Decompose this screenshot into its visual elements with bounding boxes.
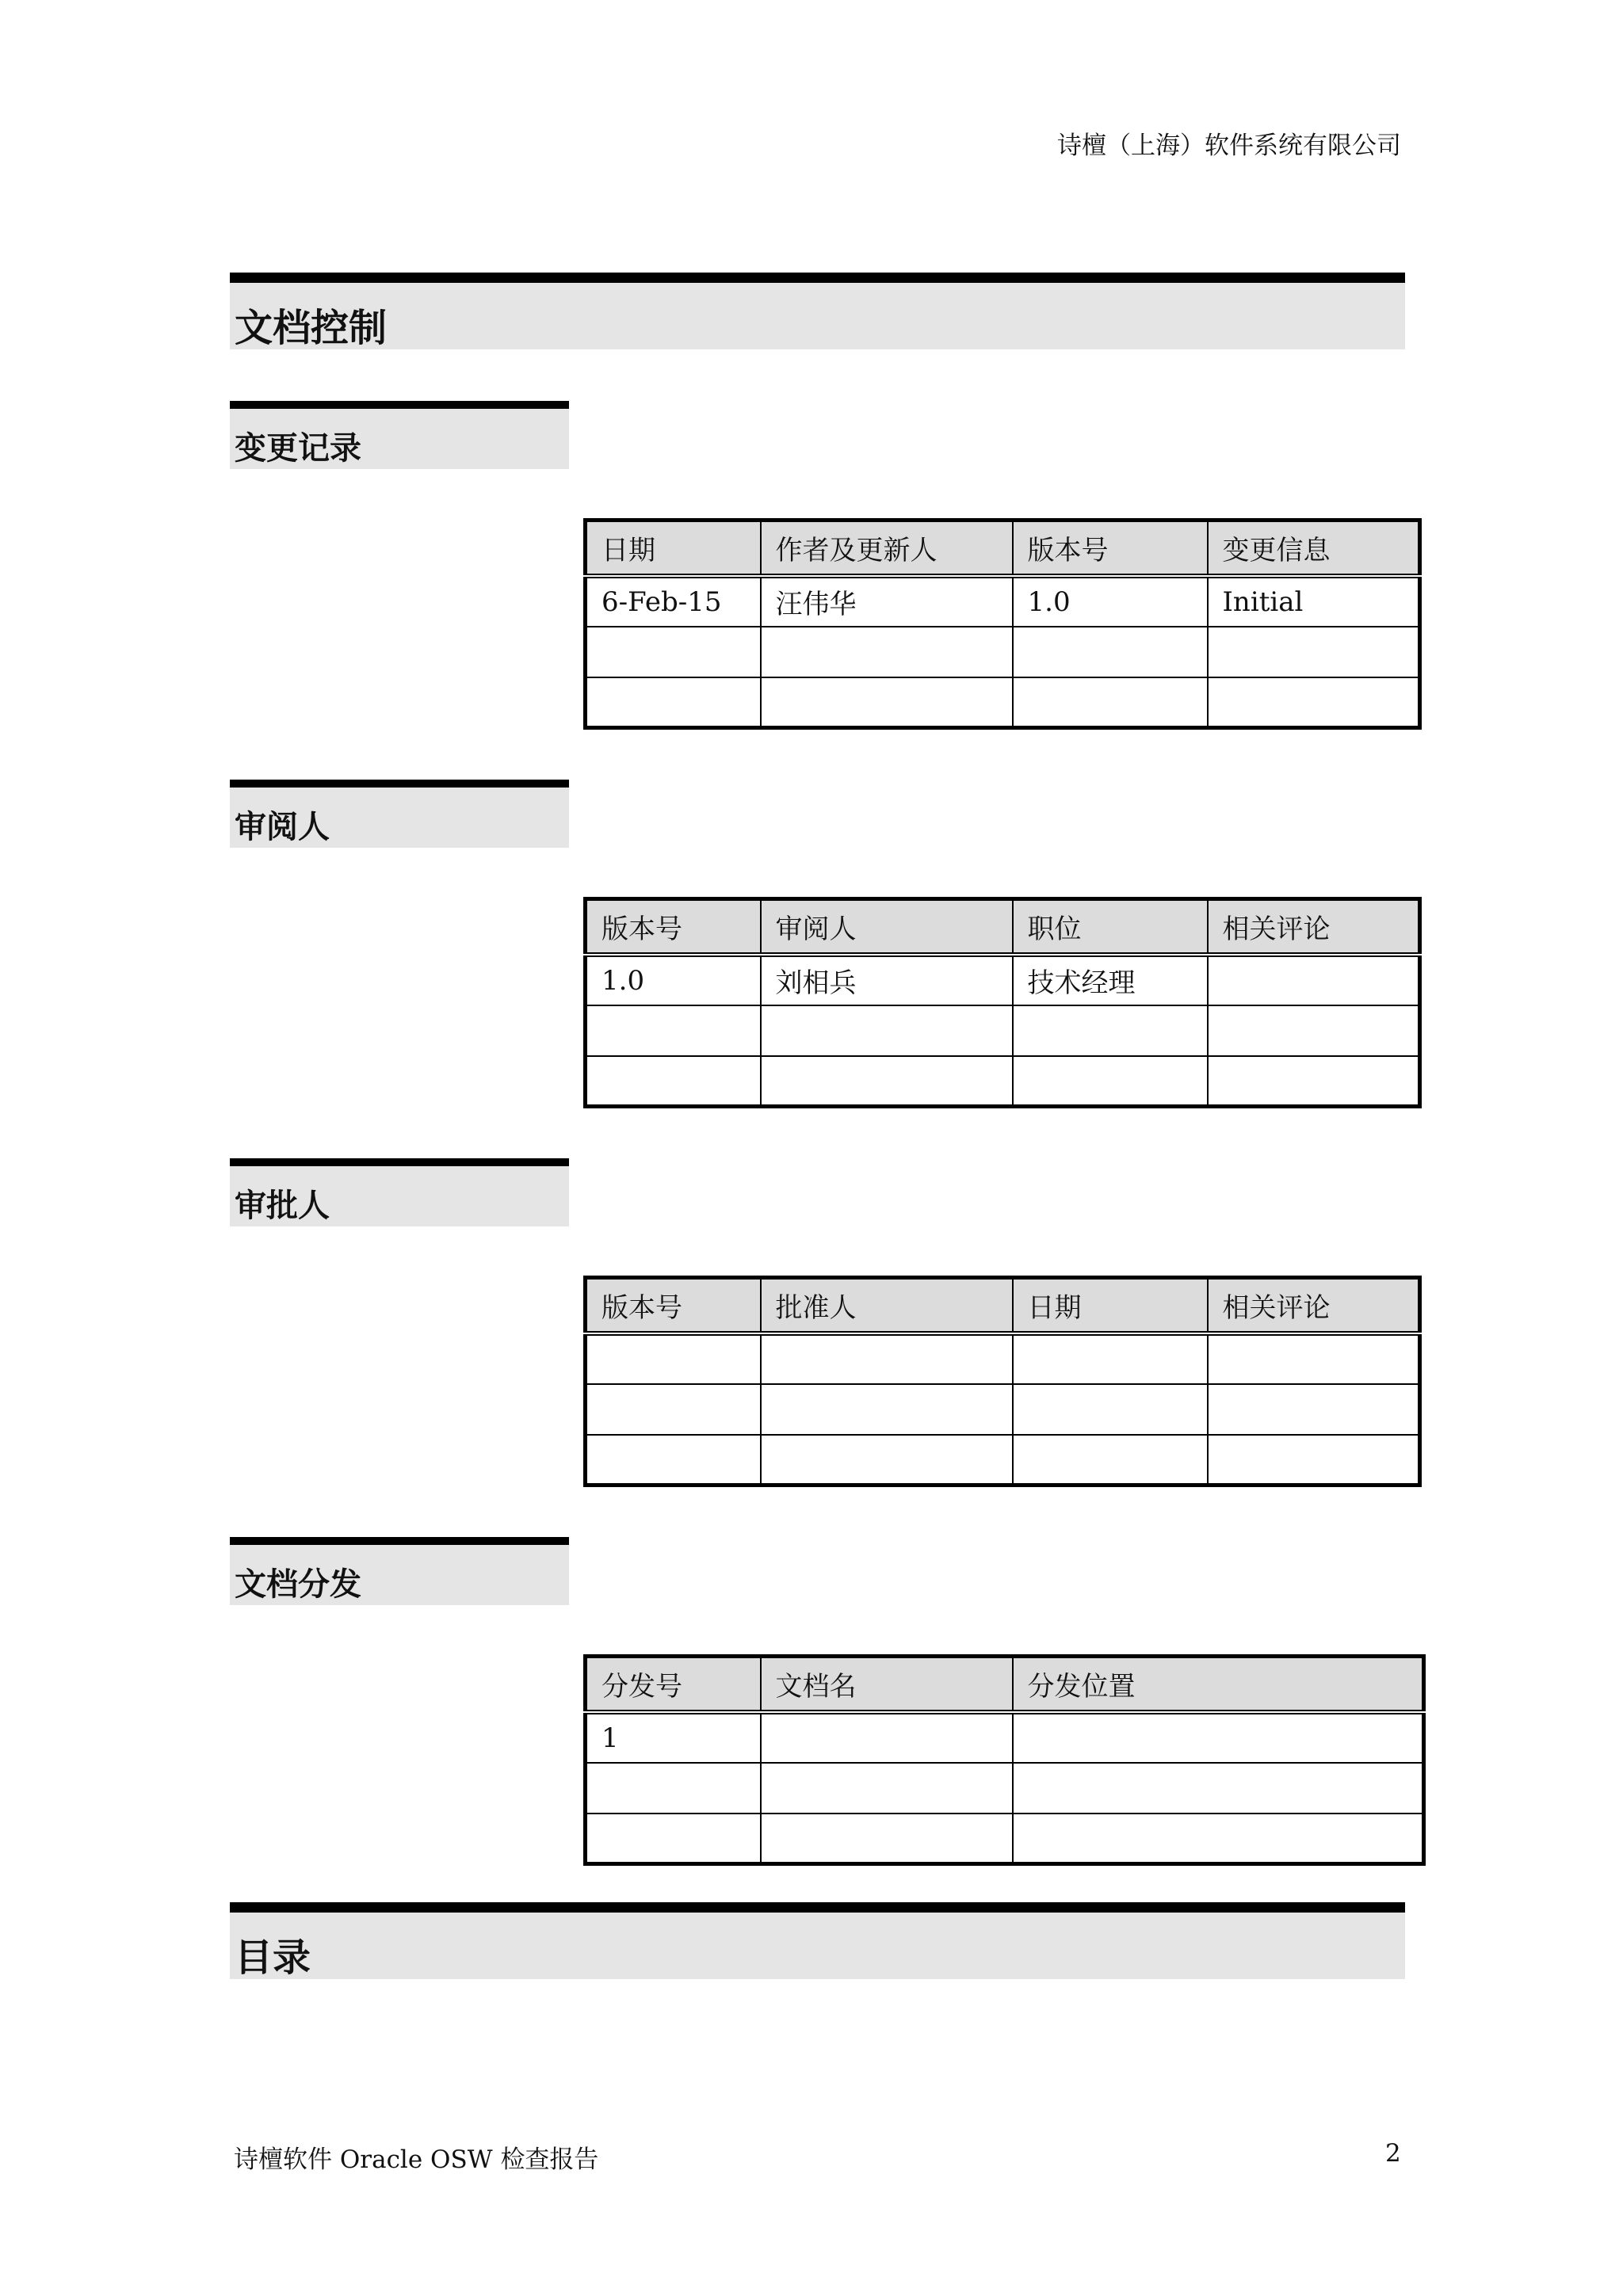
subsection-heading-reviewers (230, 780, 569, 848)
table-row (586, 1712, 1424, 1763)
table-cell (1208, 1435, 1420, 1486)
table-cell (586, 1005, 761, 1056)
column-header: 相关评论 (1208, 899, 1420, 955)
heading-text: 审阅人 (235, 809, 330, 845)
table-cell (586, 1384, 761, 1435)
table-cell (586, 1763, 761, 1814)
section-heading-toc (230, 1902, 1405, 1979)
table-cell (1013, 1814, 1424, 1864)
column-header: 日期 (1013, 1278, 1208, 1333)
table-row (586, 627, 1420, 677)
column-header: 日期 (586, 521, 761, 576)
column-header: 文档名 (761, 1657, 1013, 1712)
distribution-table (583, 1654, 1426, 1866)
table-cell (586, 1333, 761, 1384)
table-cell (761, 1384, 1013, 1435)
column-header: 分发位置 (1013, 1657, 1424, 1712)
table-cell: 汪伟华 (761, 576, 1013, 627)
table-cell (1208, 1005, 1420, 1056)
reviewers-table (583, 897, 1422, 1108)
table-header-row (586, 521, 1420, 576)
table-row (586, 1384, 1420, 1435)
table-cell (1208, 1056, 1420, 1107)
heading-text: 文档控制 (235, 306, 388, 350)
subsection-heading-distribution (230, 1537, 569, 1605)
column-header: 版本号 (1013, 521, 1208, 576)
table-cell (1208, 627, 1420, 677)
heading-text: 文档分发 (235, 1566, 361, 1603)
table-cell (1208, 1333, 1420, 1384)
table-cell: 1.0 (1013, 576, 1208, 627)
column-header: 职位 (1013, 899, 1208, 955)
table-cell (1013, 1333, 1208, 1384)
column-header: 批准人 (761, 1278, 1013, 1333)
table-row (586, 1435, 1420, 1486)
table-cell (1013, 1056, 1208, 1107)
footer-suffix: 检查报告 (500, 2145, 599, 2174)
table-cell (761, 1056, 1013, 1107)
footer-prefix: 诗檀软件 (234, 2145, 332, 2174)
table-cell: 技术经理 (1013, 955, 1208, 1005)
column-header: 作者及更新人 (761, 521, 1013, 576)
table-cell: 刘相兵 (761, 955, 1013, 1005)
table-cell (761, 1435, 1013, 1486)
footer-product: Oracle OSW (339, 2145, 493, 2174)
table-cell (586, 1435, 761, 1486)
table-cell: Initial (1208, 576, 1420, 627)
footer-title (234, 2139, 598, 2175)
table-row (586, 576, 1420, 627)
subsection-heading-change-log (230, 401, 569, 469)
column-header: 变更信息 (1208, 521, 1420, 576)
subsection-heading-approvers (230, 1158, 569, 1226)
change-log-table (583, 518, 1422, 730)
table-cell (1013, 1712, 1424, 1763)
section-heading-doc-control (230, 273, 1405, 349)
table-cell (1013, 1763, 1424, 1814)
table-cell (761, 1005, 1013, 1056)
table-cell (1013, 627, 1208, 677)
table-cell (1013, 677, 1208, 728)
table-cell (1013, 1435, 1208, 1486)
approvers-table (583, 1276, 1422, 1487)
table-row (586, 955, 1420, 1005)
column-header: 分发号 (586, 1657, 761, 1712)
table-header-row (586, 899, 1420, 955)
table-cell: 6-Feb-15 (586, 576, 761, 627)
table-cell (761, 1712, 1013, 1763)
heading-text: 审批人 (235, 1188, 330, 1224)
table-cell (761, 1814, 1013, 1864)
table-cell: 1 (586, 1712, 761, 1763)
table-row (586, 1056, 1420, 1107)
table-header-row (586, 1657, 1424, 1712)
table-cell (761, 627, 1013, 677)
table-cell (586, 1056, 761, 1107)
table-cell (586, 677, 761, 728)
column-header: 相关评论 (1208, 1278, 1420, 1333)
table-row (586, 677, 1420, 728)
heading-text: 变更记录 (235, 430, 361, 467)
column-header: 审阅人 (761, 899, 1013, 955)
column-header: 版本号 (586, 1278, 761, 1333)
page-number: 2 (1385, 2139, 1401, 2168)
table-cell (1013, 1005, 1208, 1056)
table-cell (586, 1814, 761, 1864)
table-row (586, 1005, 1420, 1056)
company-name: 诗檀（上海）软件系统有限公司 (1057, 132, 1401, 160)
table-cell (1013, 1384, 1208, 1435)
table-cell: 1.0 (586, 955, 761, 1005)
table-header-row (586, 1278, 1420, 1333)
table-row (586, 1763, 1424, 1814)
table-cell (761, 1333, 1013, 1384)
table-cell (761, 1763, 1013, 1814)
heading-text: 目录 (235, 1936, 311, 1980)
table-cell (1208, 677, 1420, 728)
table-cell (761, 677, 1013, 728)
table-row (586, 1333, 1420, 1384)
column-header: 版本号 (586, 899, 761, 955)
table-row (586, 1814, 1424, 1864)
table-cell (1208, 1384, 1420, 1435)
table-cell (1208, 955, 1420, 1005)
table-cell (586, 627, 761, 677)
